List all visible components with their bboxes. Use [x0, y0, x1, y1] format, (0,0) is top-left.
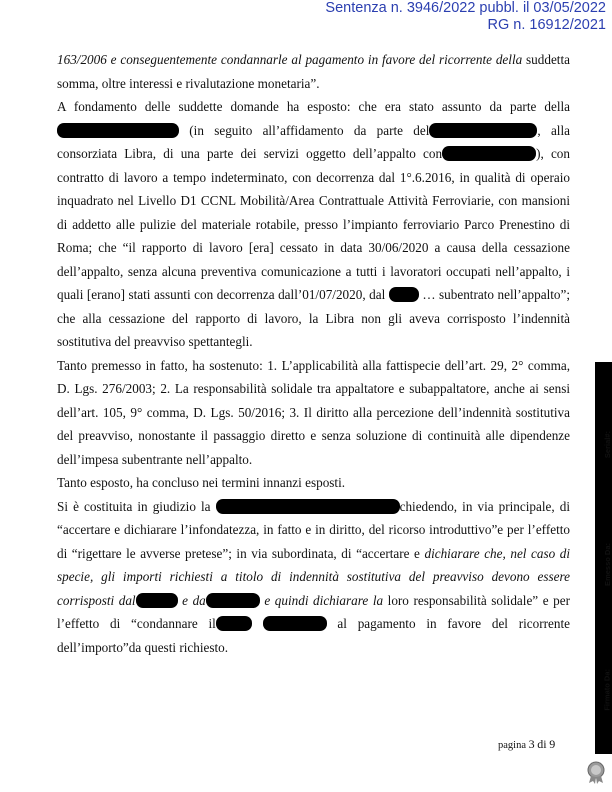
paragraph-4: Tanto esposto, ha concluso nei termini innanzi esposti. — [57, 475, 346, 490]
redaction — [389, 287, 419, 302]
redaction — [206, 593, 260, 608]
paragraph-1 — [57, 48, 570, 95]
p5-g: al pagamento in favore del ricorrente dell’importo”da questi richiesto. — [57, 616, 571, 655]
redaction — [263, 616, 327, 631]
p5-e: e quindi dichiarare la — [259, 592, 384, 608]
p2-d: ), con contratto di lavoro a tempo indeterminato, con decorrenza dal 1°.6.2016, in qualità di operaio inquadrato nel Livello D1 CCNL Mobilità/Area Contrattuale Attività Ferroviarie, con mansioni di addetto alle pulizie del materiale rotabile, presso l’impianto ferroviario Parco Prenestino di Roma; che “il rapporto di lavoro [era] cessato in data 30/06/2020 a causa della cessazione dell’appalto, senza alcuna preventiva comunicazione a tutti i lavoratori occupati nell’appalto, i quali [erano] stati assunti con decorrenza dall’01/07/2020, dal — [57, 146, 570, 302]
p5-a: Si è costituita in giudizio la — [57, 498, 216, 514]
p2-c: , alla consorziata Libra, di una parte dei servizi oggetto dell’appalto con — [57, 122, 570, 161]
p5-f: loro responsabilità solidale” e per l’effetto di “condannare il — [57, 592, 570, 631]
p5-b: chiedendo, in via principale, di “accertare e dichiarare l’infondatezza, in fatto e in diritto, del ricorso introduttivo”e per l’effetto di “rigettare le avverse pretese”; in via subordinata, di “accertare e — [57, 498, 570, 561]
redaction — [136, 593, 178, 608]
rail-emesso: Emesso Da: — [603, 543, 612, 586]
redaction — [216, 499, 400, 514]
redaction — [429, 123, 537, 138]
paragraph-3: Tanto premesso in fatto, ha sostenuto: 1. L’applicabilità alla fattispecie dell’art. 29, 2° comma, D. Lgs. 276/2003; 2. La responsabilità solidale tra appaltatore e subappaltatore, anche ai sensi dell’art. 105, 9° comma, D. Lgs. 50/2016; 3. Il diritto alla percezione dell’indennità sostitutiva del preavviso, nonostante il passaggio diretto e senza soluzione di continuità alle dipendenze dell’impesa subentrante nell’appalto. — [57, 357, 570, 467]
redaction — [57, 123, 179, 138]
paragraph-2 — [57, 95, 570, 354]
rail-serial: Serial#: — [603, 431, 612, 459]
case-header — [325, 0, 606, 34]
p1-text: suddetta somma, oltre interessi e rivalutazione monetaria”. — [57, 52, 570, 91]
p2-e: … subentrato nell’appalto”; che alla cessazione del rapporto di lavoro, la Libra non gli aveva corrisposto l’indennità sostitutiva del preavviso spettantegli. — [57, 287, 571, 349]
p2-a: A fondamento delle suddette domande ha esposto: che era stato assunto da parte della — [57, 99, 570, 114]
redaction — [442, 146, 536, 161]
p2-b: (in seguito all’affidamento da parte del — [179, 122, 430, 138]
header-sentence: Sentenza n. 3946/2022 pubbl. il 03/05/2022 — [325, 0, 606, 16]
p5-d: e da — [177, 592, 206, 608]
footer-page-total: 9 — [549, 737, 556, 751]
rail-firmato: Firmato Da: — [603, 669, 612, 711]
footer-di: di — [537, 737, 547, 751]
document-body — [57, 48, 570, 659]
footer-pagina: pagina — [498, 740, 526, 751]
paragraph-5 — [57, 495, 570, 660]
header-rg: RG n. 16912/2021 — [487, 17, 606, 33]
redaction — [216, 616, 252, 631]
page-footer — [498, 737, 555, 752]
seal-icon — [584, 760, 608, 784]
p5-c: dichiarare che, nel caso di specie, gli importi richiesti a titolo di indennità sostitutiva del preavviso devono essere corrisposti dal — [57, 545, 570, 608]
footer-page-number: 3 — [528, 737, 535, 751]
p1-italic: 163/2006 e conseguentemente condannarle al pagamento in favore del ricorrente della — [57, 52, 523, 67]
signature-rail — [595, 362, 612, 754]
